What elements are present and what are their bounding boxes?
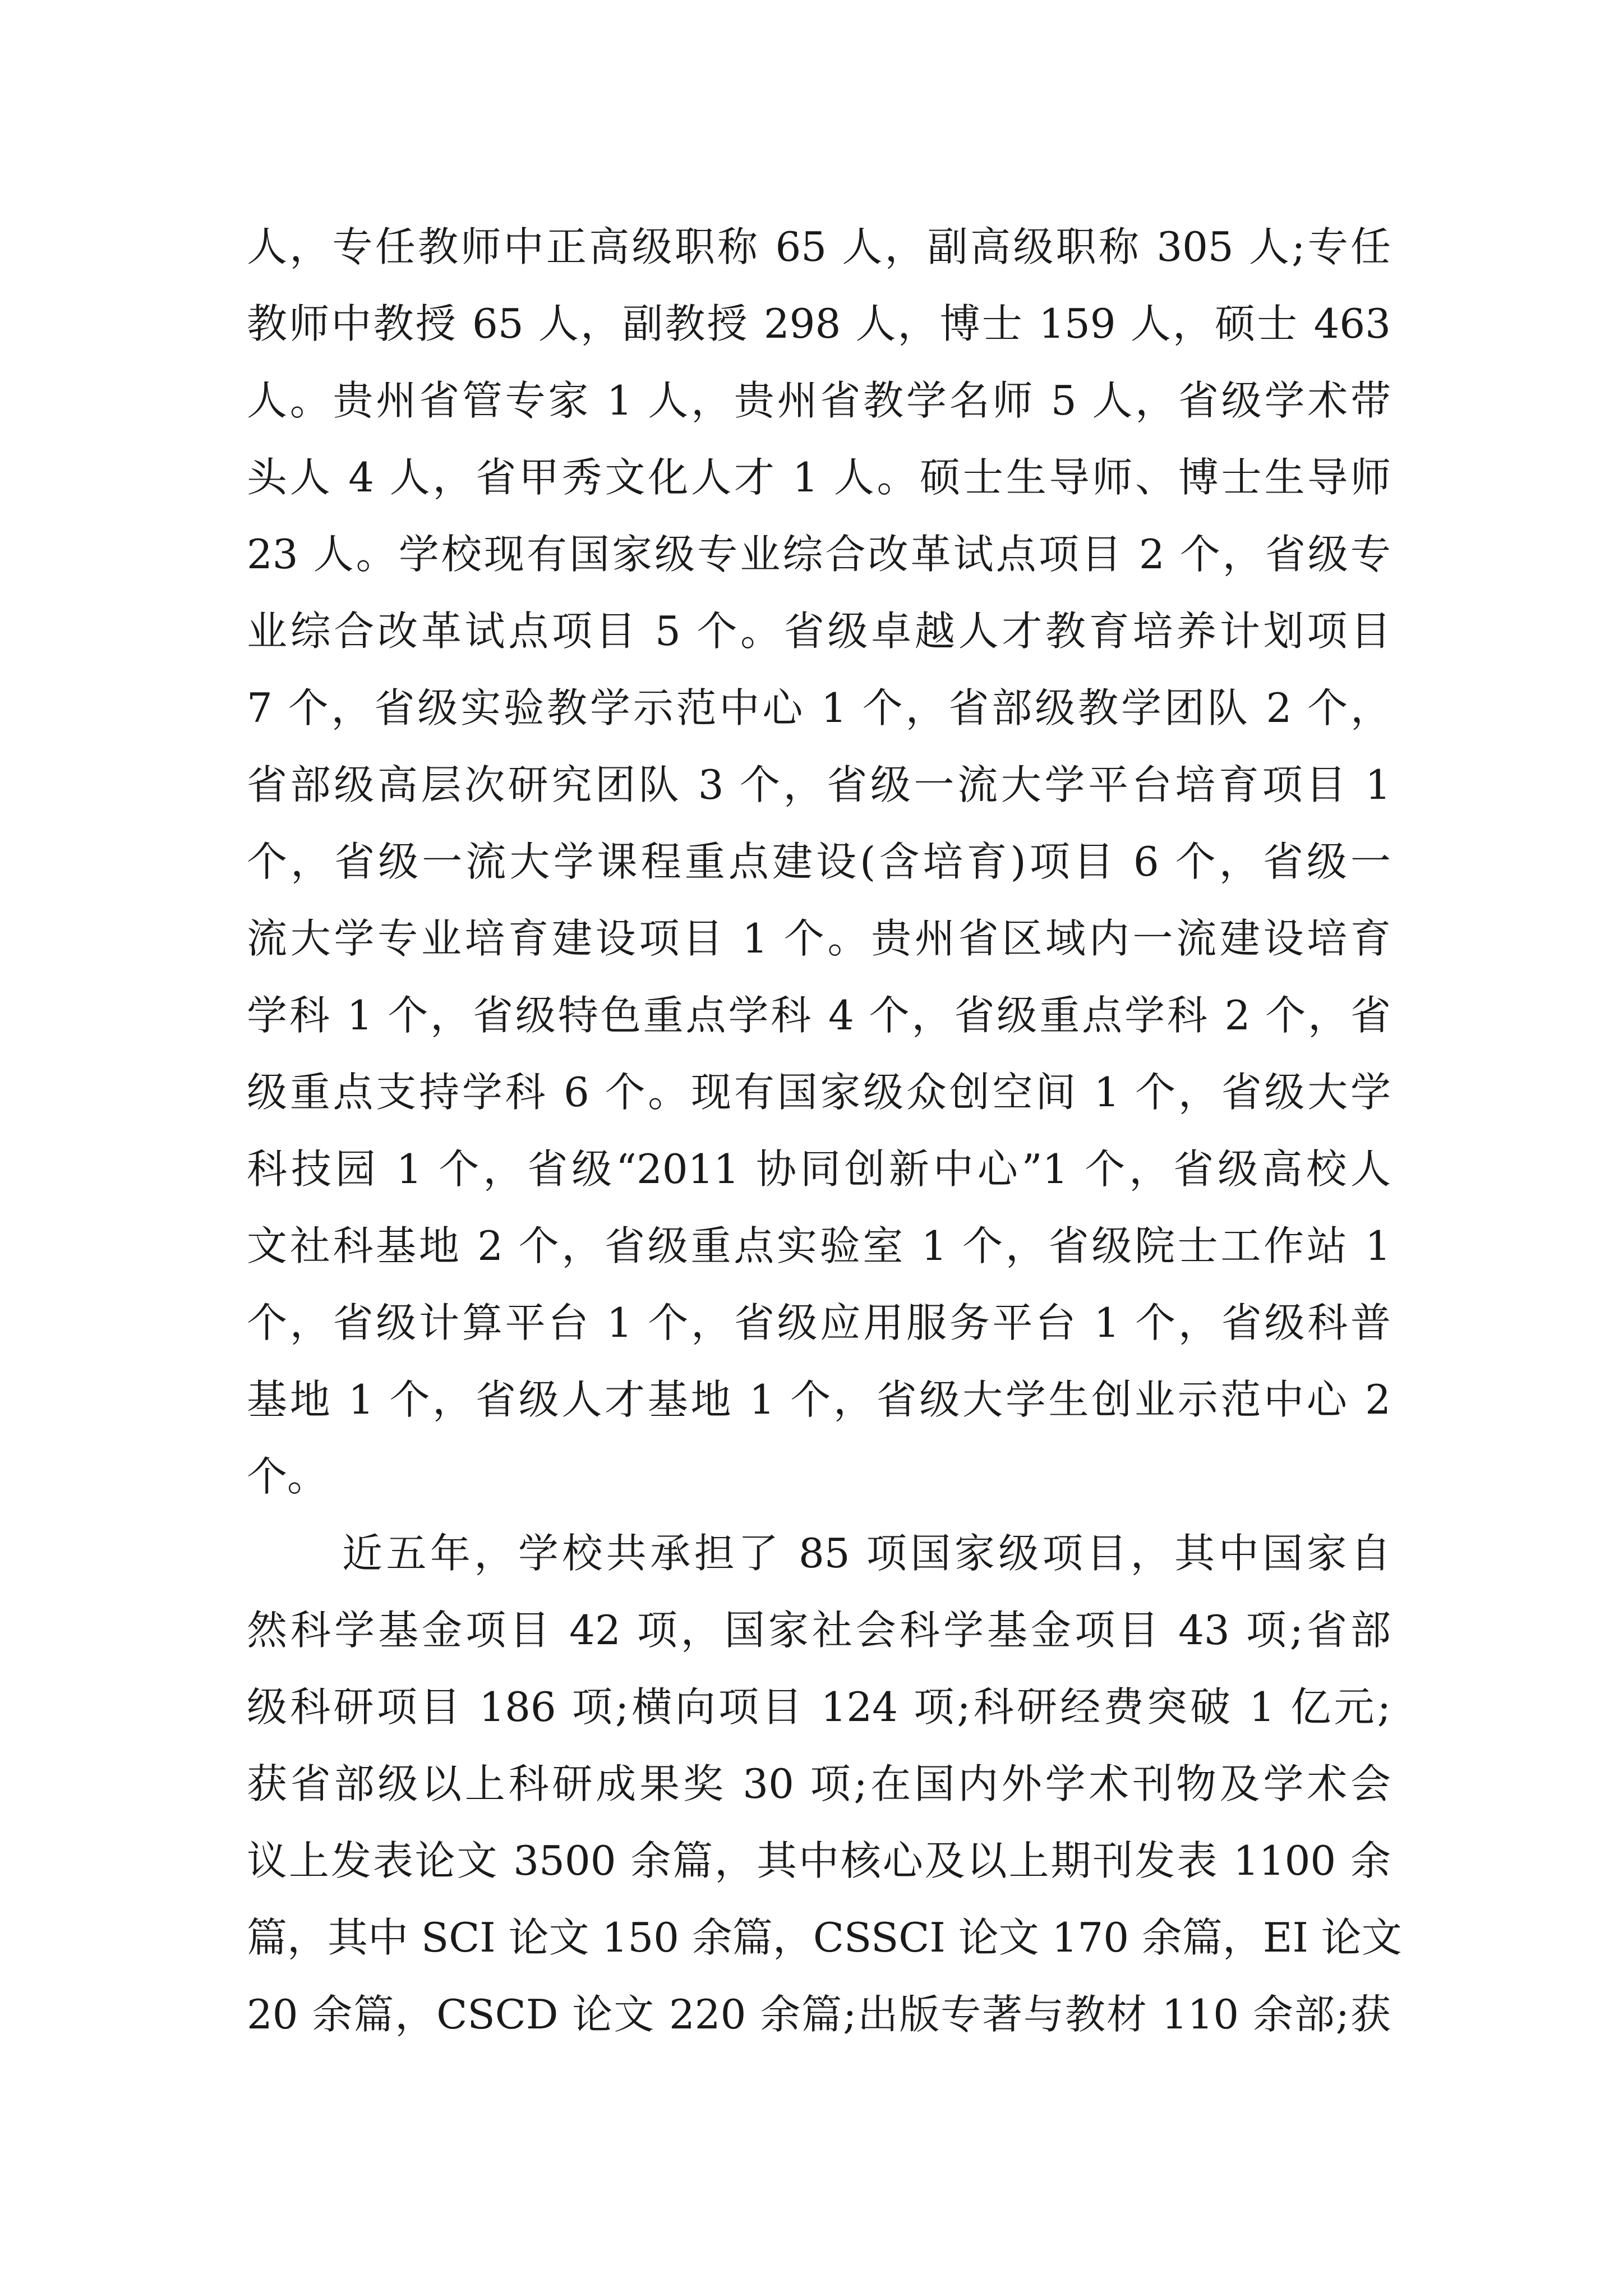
text-line: 学科 1 个，省级特色重点学科 4 个，省级重点学科 2 个，省 [247, 992, 1391, 1039]
text-line: 教师中教授 65 人，副教授 298 人，博士 159 人，硕士 463 [247, 300, 1391, 347]
text-line: 然科学基金项目 42 项，国家社会科学基金项目 43 项;省部 [247, 1607, 1391, 1654]
text-line: 7 个，省级实验教学示范中心 1 个，省部级教学团队 2 个， [247, 684, 1391, 731]
paragraph-2 [247, 1515, 1402, 2053]
text-line: 流大学专业培育建设项目 1 个。贵州省区域内一流建设培育 [247, 915, 1391, 962]
text-line: 业综合改革试点项目 5 个。省级卓越人才教育培养计划项目 [247, 608, 1391, 655]
text-line: 省部级高层次研究团队 3 个，省级一流大学平台培育项目 1 [247, 761, 1391, 808]
text-line: 级重点支持学科 6 个。现有国家级众创空间 1 个，省级大学 [247, 1069, 1391, 1116]
text-line: 级科研项目 186 项;横向项目 124 项;科研经费突破 1 亿元; [247, 1683, 1391, 1731]
text-line: 人。贵州省管专家 1 人，贵州省教学名师 5 人，省级学术带 [247, 377, 1391, 424]
text-line: 个，省级计算平台 1 个，省级应用服务平台 1 个，省级科普 [247, 1299, 1391, 1346]
text-line: 科技园 1 个，省级“2011 协同创新中心”1 个，省级高校人 [247, 1145, 1391, 1193]
text-line: 23 人。学校现有国家级专业综合改革试点项目 2 个，省级专 [247, 531, 1391, 578]
text-line: 基地 1 个，省级人才基地 1 个，省级大学生创业示范中心 2 [247, 1376, 1391, 1423]
paragraph-1 [247, 209, 1391, 1515]
text-line: 近五年，学校共承担了 85 项国家级项目，其中国家自 [342, 1530, 1391, 1577]
text-line: 头人 4 人，省甲秀文化人才 1 人。硕士生导师、博士生导师 [247, 454, 1391, 501]
text-line: 20 余篇，CSCD 论文 220 余篇;出版专著与教材 110 余部;获 [247, 1991, 1391, 2038]
text-line: 个。 [247, 1453, 328, 1500]
text-line: 议上发表论文 3500 余篇，其中核心及以上期刊发表 1100 余 [247, 1837, 1391, 1884]
body-text [247, 209, 1402, 2053]
text-line: 获省部级以上科研成果奖 30 项;在国内外学术刊物及学术会 [247, 1760, 1391, 1807]
text-line: 篇，其中 SCI 论文 150 余篇，CSSCI 论文 170 余篇，EI 论文 [247, 1914, 1402, 1961]
text-line: 文社科基地 2 个，省级重点实验室 1 个，省级院士工作站 1 [247, 1222, 1391, 1269]
text-line: 人，专任教师中正高级职称 65 人，副高级职称 305 人;专任 [247, 223, 1391, 270]
text-line: 个，省级一流大学课程重点建设(含培育)项目 6 个，省级一 [247, 838, 1391, 885]
